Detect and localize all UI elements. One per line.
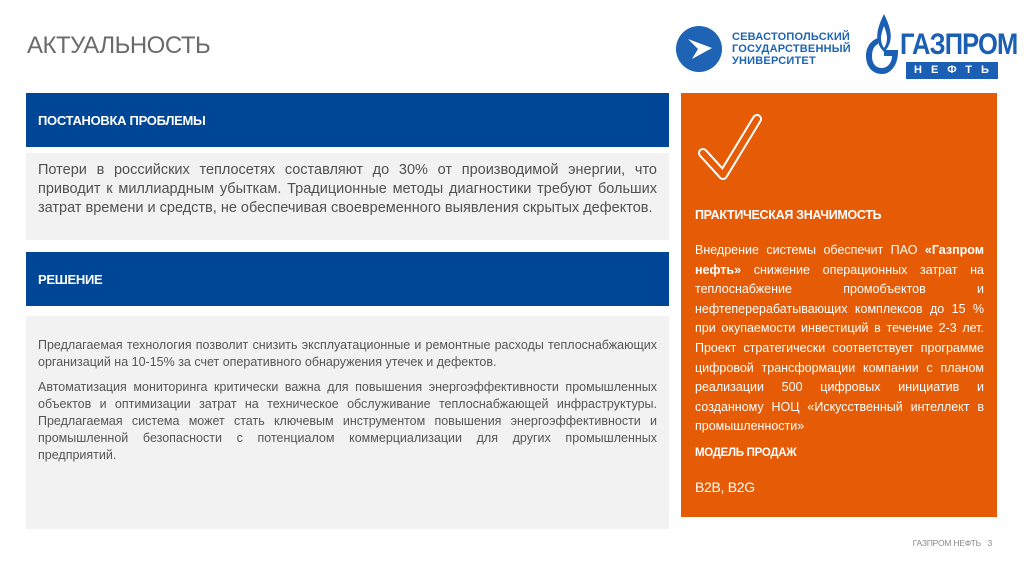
problem-text: Потери в российских теплосетях составляют до 30% от производимой энергии, что приводит к миллиардным убыткам. Традиционные методы диагностики требуют больших затрат времени и средств, не обеспечивая своевременного выявления скрытых дефектов.	[38, 162, 657, 216]
significance-heading: ПРАКТИЧЕСКАЯ ЗНАЧИМОСТЬ	[695, 208, 882, 222]
problem-heading: ПОСТАНОВКА ПРОБЛЕМЫ	[38, 112, 206, 128]
sales-model-heading: МОДЕЛЬ ПРОДАЖ	[695, 447, 797, 459]
university-logo	[676, 26, 851, 72]
sales-model-value: B2B, B2G	[695, 479, 755, 495]
significance-text: Внедрение системы обеспечит ПАО «Газпром нефть» снижение операционных затрат на теплоснабжение промобъектов и нефтеперерабатывающих комплексов до 15 % при окупаемости инвестиций в течение 2-3 лет. Проект стратегически соответствует программе цифровой трансформации компании с планом реализации 500 цифровых инициатив и созданному НОЦ «Искусственный интеллект в промышленности»	[695, 243, 984, 434]
footer-brand: ГАЗПРОМ НЕФТЬ	[912, 538, 981, 548]
university-name: СЕВАСТОПОЛЬСКИЙ ГОСУДАРСТВЕННЫЙ УНИВЕРСИТЕТ	[732, 31, 851, 67]
gazprom-neft-logo	[862, 12, 1018, 83]
slide-footer	[913, 538, 992, 548]
solution-paragraph-2: Автоматизация мониторинга критически важна для повышения энергоэффективности промышленных объектов и оптимизации затрат на техническое обслуживание теплоснабжающей инфраструктуры. Предлагаемая система может стать ключевым инструментом повышения энергоэффективности и промышленной безопасности с потенциалом коммерциализации для других промышленных предприятий.	[38, 380, 657, 462]
solution-panel	[26, 316, 669, 529]
solution-header	[26, 252, 669, 306]
solution-paragraph-1: Предлагаемая технология позволит снизить эксплуатационные и ремонтные расходы теплоснабжающих организаций на 10-15% за счет оперативного обнаружения утечек и дефектов.	[38, 338, 657, 369]
solution-heading: РЕШЕНИЕ	[38, 271, 103, 287]
slide-title: АКТУАЛЬНОСТЬ	[27, 32, 211, 59]
checkmark-icon	[697, 113, 763, 183]
university-emblem-icon	[676, 26, 722, 72]
neft-wordmark: НЕФТЬ	[906, 62, 998, 79]
significance-panel	[681, 93, 997, 517]
page-number: 3	[987, 538, 992, 548]
gazprom-wordmark: ГАЗПРОМ	[900, 28, 1018, 61]
company-name-bold: «Газпром нефть»	[695, 243, 984, 277]
logos	[672, 10, 1018, 80]
problem-header	[26, 93, 669, 147]
problem-panel	[26, 153, 669, 240]
